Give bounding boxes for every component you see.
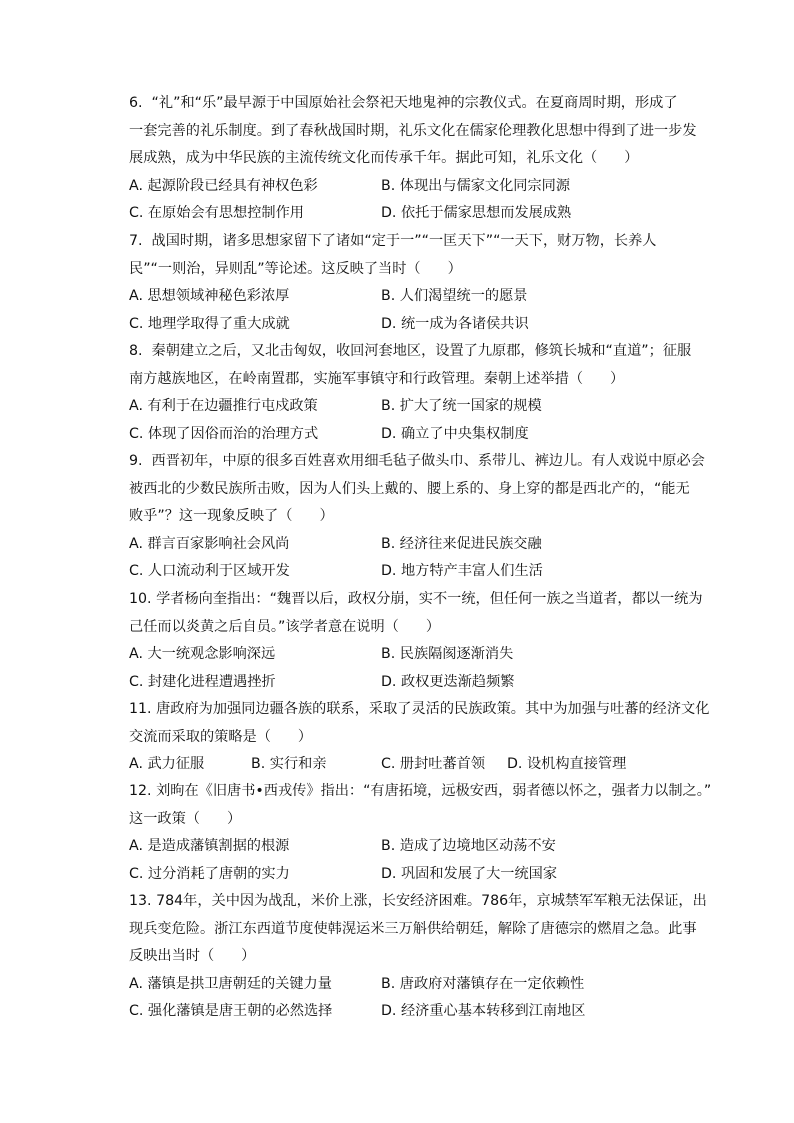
option-a[interactable]: A. 有利于在边疆推行屯戍政策 — [129, 398, 318, 414]
question-stem-line: 反映出当时（ ） — [129, 948, 256, 964]
option-b[interactable]: B. 经济往来促进民族交融 — [381, 535, 542, 552]
option-c[interactable]: C. 过分消耗了唐朝的实力 — [129, 865, 290, 882]
question-10 — [129, 586, 703, 696]
question-stem-line: 11. 唐政府为加强同边疆各族的联系，采取了灵活的民族政策。其中为加强与吐蕃的经济文化 — [129, 701, 710, 717]
options-row — [129, 833, 693, 861]
options-row — [129, 283, 693, 311]
question-7 — [129, 228, 693, 338]
options-row — [129, 173, 693, 201]
options-row — [129, 558, 693, 586]
option-b[interactable]: B. 人们渴望统一的愿景 — [381, 288, 528, 304]
question-stem-line: 被西北的少数民族所击败，因为人们头上戴的、腰上系的、身上穿的都是西北产的，“能无 — [129, 480, 690, 497]
question-stem-line: 一套完善的礼乐制度。到了春秋战国时期，礼乐文化在儒家伦理教化思想中得到了进一步发 — [129, 122, 697, 139]
option-b[interactable]: B. 民族隔阂逐渐消失 — [381, 646, 514, 662]
option-d[interactable]: D. 经济重心基本转移到江南地区 — [381, 1003, 586, 1019]
question-stem-line: 12. 刘昫在《旧唐书•西戎传》指出：“有唐拓境，远极安西，弱者德以怀之，强者力以制之。” — [129, 783, 712, 799]
question-stem-line: 9. 西晋初年，中原的很多百姓喜欢用细毛毡子做头巾、系带儿、裤边儿。有人戏说中原必会 — [129, 453, 705, 469]
options-row — [129, 311, 693, 339]
options-row — [129, 971, 693, 999]
option-d[interactable]: D. 设机构直接管理 — [507, 756, 627, 772]
option-a[interactable]: A. 群言百家影响社会风尚 — [129, 535, 290, 552]
option-d[interactable]: D. 政权更迭渐趋频繁 — [381, 673, 515, 690]
options-row — [129, 998, 693, 1026]
question-stem-line: 6. “礼”和“乐”最早源于中国原始社会祭祀天地鬼神的宗教仪式。在夏商周时期，形成了 — [129, 95, 678, 111]
question-stem-line: 现兵变危险。浙江东西道节度使韩滉运米三万斛供给朝廷，解除了唐德宗的燃眉之急。此事 — [129, 920, 697, 937]
options-row — [129, 669, 693, 697]
question-stem-line: 10. 学者杨向奎指出：“魏晋以后，政权分崩，实不一统，但任何一族之当道者，都以一统为 — [129, 591, 703, 607]
options-row — [129, 531, 693, 559]
option-a[interactable]: A. 大一统观念影响深远 — [129, 646, 276, 662]
option-b[interactable]: B. 扩大了统一国家的规模 — [381, 398, 542, 414]
options-row — [129, 861, 693, 889]
option-a[interactable]: A. 是造成藩镇割据的根源 — [129, 838, 290, 854]
option-c[interactable]: C. 体现了因俗而治的治理方式 — [129, 425, 319, 442]
question-12 — [129, 778, 712, 888]
option-c[interactable]: C. 强化藩镇是唐王朝的必然选择 — [129, 1003, 333, 1019]
option-b[interactable]: B. 体现出与儒家文化同宗同源 — [381, 177, 571, 194]
question-stem-line: 民”“一则治，异则乱”等论述。这反映了当时（ ） — [129, 260, 462, 277]
question-8 — [129, 338, 693, 448]
question-6 — [129, 90, 697, 228]
options-row — [129, 421, 693, 449]
question-9 — [129, 448, 705, 586]
options-row — [129, 641, 693, 669]
option-a[interactable]: A. 藩镇是拱卫唐朝廷的关键力量 — [129, 975, 332, 992]
option-d[interactable]: D. 巩固和发展了大一统国家 — [381, 865, 558, 882]
option-c[interactable]: C. 人口流动利于区域开发 — [129, 563, 290, 579]
options-row — [129, 200, 693, 228]
option-c[interactable]: C. 地理学取得了重大成就 — [129, 315, 290, 332]
option-d[interactable]: D. 地方特产丰富人们生活 — [381, 563, 543, 579]
question-stem-line: 这一政策（ ） — [129, 810, 242, 827]
option-b[interactable]: B. 实行和亲 — [251, 756, 327, 772]
question-stem-line: 13. 784年，关中因为战乱，米价上涨，长安经济困难。786年，京城禁军军粮无法保证，出 — [129, 893, 707, 909]
option-b[interactable]: B. 造成了边境地区动荡不安 — [381, 838, 556, 854]
option-a[interactable]: A. 思想领域神秘色彩浓厚 — [129, 288, 290, 304]
options-row — [129, 393, 693, 421]
question-13 — [129, 888, 707, 1026]
question-stem-line: 败乎”？这一现象反映了（ ） — [129, 508, 334, 524]
option-d[interactable]: D. 统一成为各诸侯共识 — [381, 315, 529, 332]
question-stem-line: 南方越族地区，在岭南置郡，实施军事镇守和行政管理。秦朝上述举措（ ） — [129, 370, 625, 387]
question-stem-line: 7. 战国时期，诸多思想家留下了诸如“定于一”“一匡天下”“一天下，财万物，长养人 — [129, 233, 657, 249]
question-stem-line: 8. 秦朝建立之后，又北击匈奴，收回河套地区，设置了九原郡，修筑长城和“直道”；征服 — [129, 343, 692, 359]
option-c[interactable]: C. 封建化进程遭遇挫折 — [129, 673, 276, 690]
option-a[interactable]: A. 武力征服 — [129, 756, 205, 772]
option-c[interactable]: C. 在原始会有思想控制作用 — [129, 205, 304, 221]
question-stem-line: 展成熟，成为中华民族的主流传统文化而传承千年。据此可知，礼乐文化（ ） — [129, 150, 639, 166]
option-d[interactable]: D. 依托于儒家思想而发展成熟 — [381, 205, 572, 221]
question-stem-line: 己任而以炎黄之后自员。”该学者意在说明（ ） — [129, 618, 441, 635]
option-a[interactable]: A. 起源阶段已经具有神权色彩 — [129, 177, 318, 194]
option-b[interactable]: B. 唐政府对藩镇存在一定依赖性 — [381, 975, 585, 992]
option-c[interactable]: C. 册封吐蕃首领 — [381, 756, 486, 772]
question-11 — [129, 696, 710, 779]
question-stem-line: 交流而采取的策略是（ ） — [129, 728, 313, 745]
option-d[interactable]: D. 确立了中央集权制度 — [381, 425, 529, 442]
options-row — [129, 751, 693, 779]
